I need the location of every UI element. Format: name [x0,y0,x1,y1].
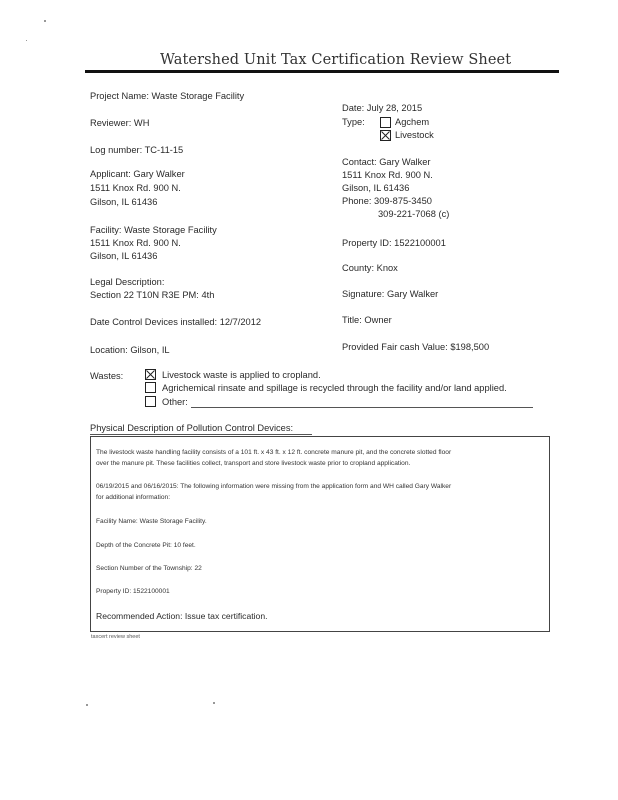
description-line: The livestock waste handling facility consists of a 101 ft. x 43 ft. x 12 ft. concrete manure pit, and the concrete slotted floor [96,449,452,456]
check-x-icon [381,131,390,140]
physical-heading: Physical Description of Pollution Control Devices: [90,423,294,433]
waste-livestock-label: Livestock waste is applied to cropland. [162,370,321,380]
livestock-label: Livestock [395,130,434,140]
waste-other-label: Other: [162,397,188,407]
scan-speck [86,704,88,706]
description-line: over the manure pit. These facilities collect, transport and store livestock waste prior to cropland application. [96,460,411,467]
description-line: 06/19/2015 and 06/16/2015: The following information were missing from the application form and WH called Gary Walker [96,483,452,490]
waste-agrichemical-label: Agrichemical rinsate and spillage is recycled through the facility and/or land applied. [162,383,507,393]
facility-city: Gilson, IL 61436 [90,251,158,261]
description-facility-name: Facility Name: Waste Storage Facility. [96,518,207,525]
log-number: Log number: TC-11-15 [90,145,184,155]
review-date: Date: July 28, 2015 [342,103,423,113]
contact-address: 1511 Knox Rd. 900 N. [342,170,433,180]
county: County: Knox [342,263,398,273]
project-name: Project Name: Waste Storage Facility [90,91,245,101]
phone-primary: Phone: 309-875-3450 [342,196,432,206]
scan-speck [26,40,27,41]
date-installed: Date Control Devices installed: 12/7/2012 [90,317,262,327]
livestock-checkbox[interactable] [380,130,391,141]
reviewer: Reviewer: WH [90,118,150,128]
owner-title: Title: Owner [342,315,392,325]
check-x-icon [146,370,155,379]
type-label: Type: [342,117,365,127]
other-fill-line [191,407,533,408]
scan-speck [213,702,215,704]
applicant-name: Applicant: Gary Walker [90,169,185,179]
facility-address: 1511 Knox Rd. 900 N. [90,238,181,248]
scan-speck [44,20,46,22]
waste-livestock-checkbox[interactable] [145,369,156,380]
page-title: Watershed Unit Tax Certification Review Sheet [160,52,512,68]
physical-heading-underline [90,434,312,435]
contact-city: Gilson, IL 61436 [342,183,410,193]
wastes-label: Wastes: [90,371,124,381]
recommended-action: Recommended Action: Issue tax certification. [96,611,268,621]
signature: Signature: Gary Walker [342,289,439,299]
description-depth: Depth of the Concrete Pit: 10 feet. [96,542,196,549]
footer-note: taxcert review sheet [91,634,140,640]
description-property-id: Property ID: 1522100001 [96,588,170,595]
title-rule [85,70,559,73]
fair-cash-value: Provided Fair cash Value: $198,500 [342,342,490,352]
agchem-checkbox[interactable] [380,117,391,128]
agchem-label: Agchem [395,117,430,127]
location: Location: Gilson, IL [90,345,170,355]
contact-name: Contact: Gary Walker [342,157,431,167]
legal-description: Section 22 T10N R3E PM: 4th [90,290,215,300]
waste-other-checkbox[interactable] [145,396,156,407]
facility-name: Facility: Waste Storage Facility [90,225,217,235]
phone-cell: 309-221-7068 (c) [378,209,450,219]
description-line: for additional information: [96,494,171,501]
applicant-city: Gilson, IL 61436 [90,197,158,207]
applicant-address: 1511 Knox Rd. 900 N. [90,183,181,193]
description-section: Section Number of the Township: 22 [96,565,202,572]
legal-description-label: Legal Description: [90,277,165,287]
property-id: Property ID: 1522100001 [342,238,446,248]
waste-agrichemical-checkbox[interactable] [145,382,156,393]
